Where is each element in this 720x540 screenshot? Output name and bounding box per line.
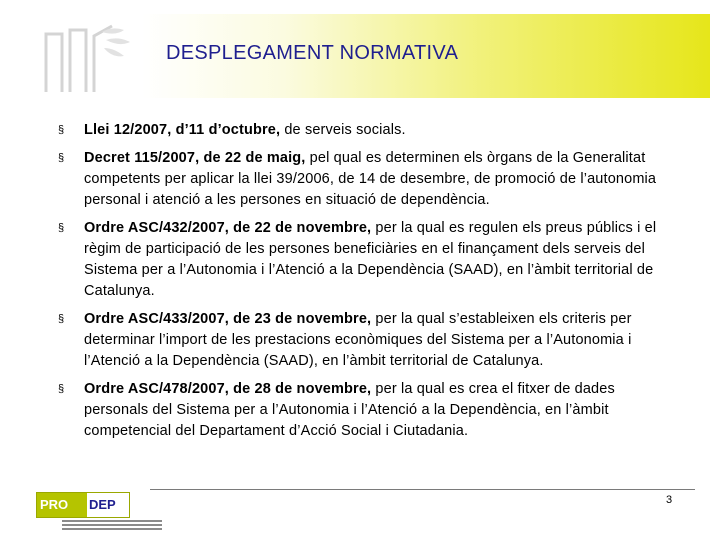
item-description: per la qual es crea el fitxer de dades personals del Sistema per a l’Autonomia i l’Atenció a la Dependència, en l’àmbit competencial del Departament d’Acció Social i Ciutadania. xyxy=(84,381,615,439)
list-item xyxy=(58,379,658,442)
institution-logo-icon xyxy=(40,22,135,94)
list-item xyxy=(58,120,658,141)
regulation-list xyxy=(58,120,658,449)
page-title: DESPLEGAMENT NORMATIVA xyxy=(166,42,459,64)
bullet-icon: § xyxy=(58,222,65,234)
prodep-logo xyxy=(36,492,130,518)
item-text xyxy=(84,148,658,211)
bullet-icon: § xyxy=(58,124,65,136)
logo-tagline xyxy=(62,520,162,532)
item-text xyxy=(84,120,658,141)
item-title: Ordre ASC/478/2007, de 28 de novembre, xyxy=(84,381,372,397)
item-title: Ordre ASC/432/2007, de 22 de novembre, xyxy=(84,220,372,236)
footer-divider xyxy=(150,489,695,490)
logo-text-left: PRO xyxy=(40,497,69,512)
item-description: per la qual s’estableixen els criteris per determinar l’import de les prestacions econòmiques del Sistema per a l’Autonomia i l’Atenció a la Dependència (SAAD), en l’àmbit territorial de Catalunya. xyxy=(84,311,632,369)
item-description: pel qual es determinen els òrgans de la Generalitat competents per aplicar la llei 39/2006, de 14 de desembre, de promoció de l’autonomia personal i atenció a les persones en situació de dependència. xyxy=(84,150,657,208)
item-title: Llei 12/2007, d’11 d’octubre, xyxy=(84,122,281,138)
item-description: per la qual es regulen els preus públics i el règim de participació de les persones beneficiàries en el finançament dels serveis del Sistema per a l’Autonomia i l’Atenció a la Dependència (SAAD), en l’àmbit territorial de Catalunya. xyxy=(84,220,657,299)
item-text xyxy=(84,379,658,442)
item-text xyxy=(84,218,658,302)
item-title: Ordre ASC/433/2007, de 23 de novembre, xyxy=(84,311,372,327)
item-description: de serveis socials. xyxy=(280,122,406,138)
list-item xyxy=(58,218,658,302)
bullet-icon: § xyxy=(58,152,65,164)
logo-text-right: DEP xyxy=(89,497,116,512)
bullet-icon: § xyxy=(58,313,65,325)
item-text xyxy=(84,309,658,372)
page-number: 3 xyxy=(666,494,673,506)
list-item xyxy=(58,148,658,211)
list-item xyxy=(58,309,658,372)
bullet-icon: § xyxy=(58,383,65,395)
item-title: Decret 115/2007, de 22 de maig, xyxy=(84,150,306,166)
